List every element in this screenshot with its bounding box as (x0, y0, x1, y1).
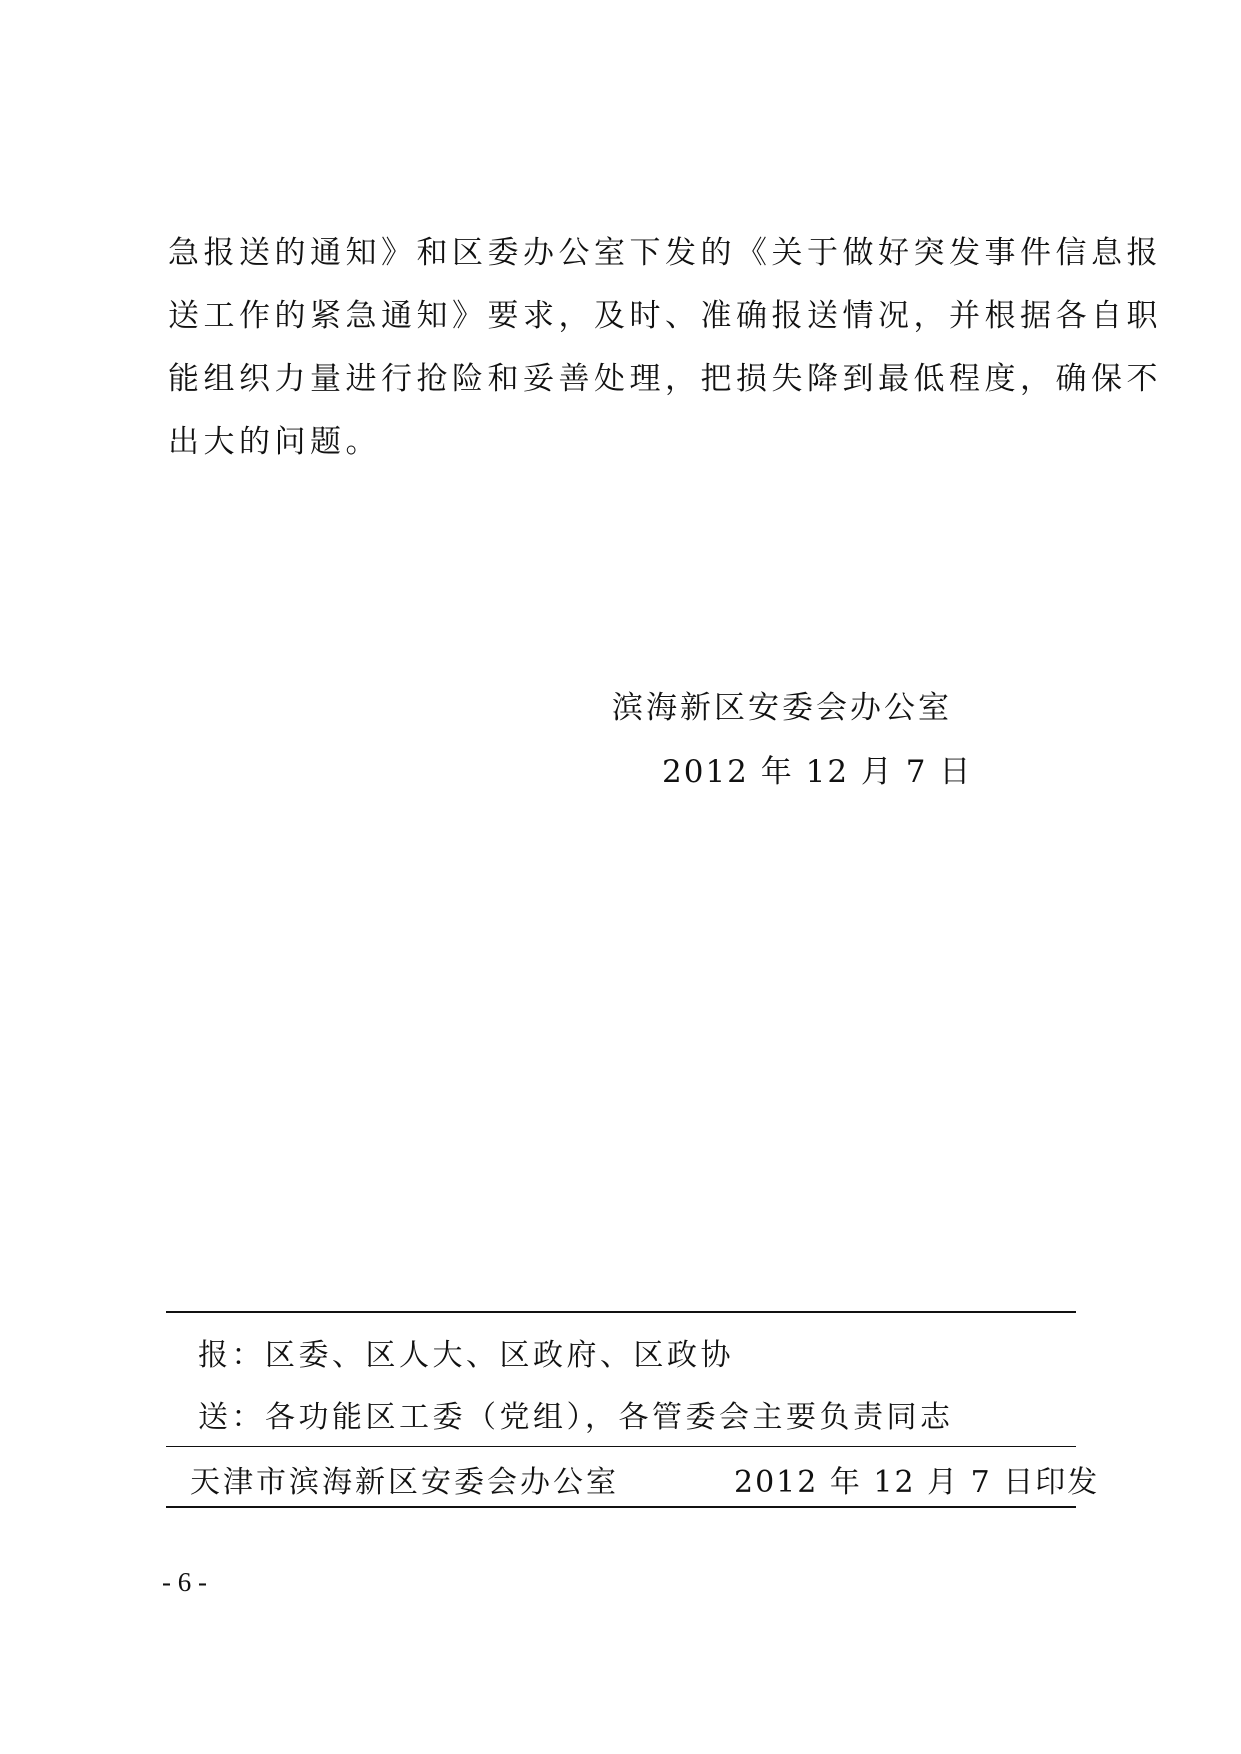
send-to-line: 送：各功能区工委（党组），各管委会主要负责同志 (198, 1400, 954, 1435)
body-line: 急报送的通知》和区委办公室下发的《关于做好突发事件信息报 (168, 235, 1162, 271)
body-line: 出大的问题。 (168, 424, 381, 460)
body-paragraph (168, 222, 1162, 474)
body-line: 送工作的紧急通知》要求，及时、准确报送情况，并根据各自职 (168, 298, 1162, 334)
signature-organization: 滨海新区安委会办公室 (612, 690, 952, 726)
distribution-middle-rule (166, 1446, 1076, 1447)
footer-issue-date: 2012 年 12 月 7 日印发 (734, 1465, 1100, 1500)
report-to-line: 报：区委、区人大、区政府、区政协 (198, 1338, 734, 1373)
distribution-top-rule (166, 1311, 1076, 1313)
footer-issuer: 天津市滨海新区安委会办公室 (190, 1465, 619, 1500)
signature-date: 2012 年 12 月 7 日 (662, 754, 973, 790)
footer-bottom-rule (166, 1506, 1076, 1508)
page-number: - 6 - (162, 1567, 207, 1597)
body-line: 能组织力量进行抢险和妥善处理，把损失降到最低程度，确保不 (168, 361, 1162, 397)
